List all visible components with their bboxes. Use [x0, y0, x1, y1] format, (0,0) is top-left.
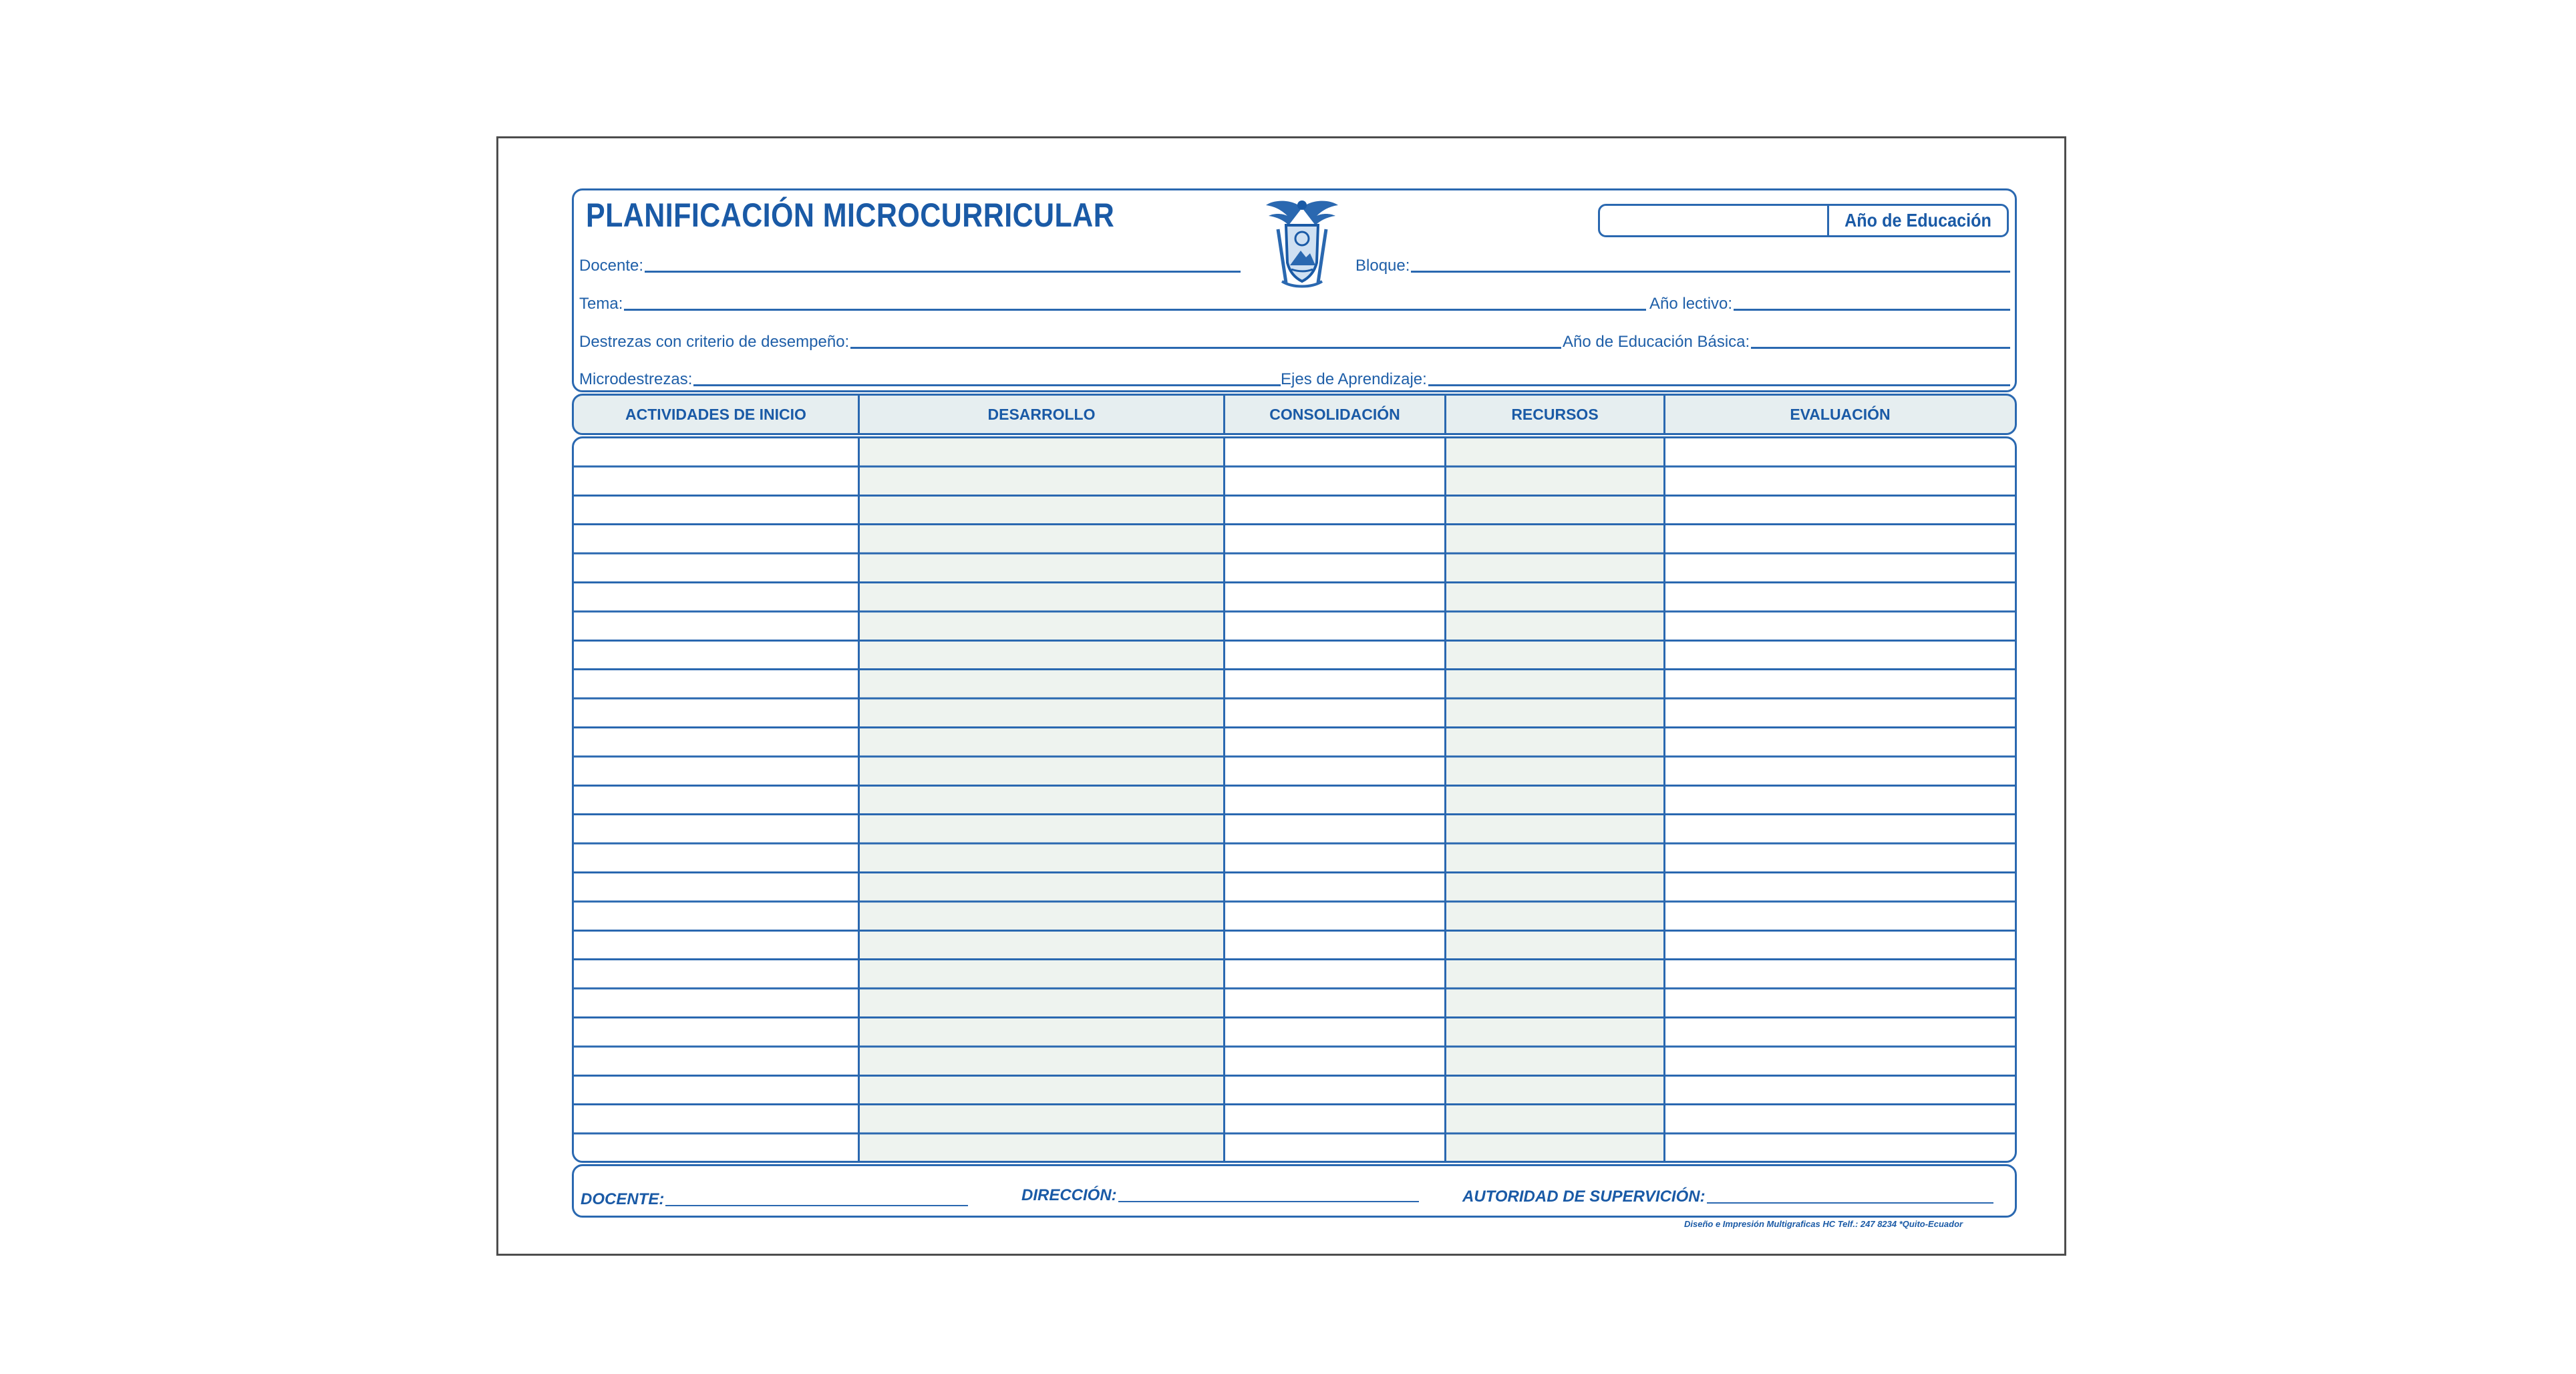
signature-autoridad[interactable]: [1462, 1177, 1993, 1206]
signature-direccion-label: DIRECCIÓN:: [1021, 1186, 1117, 1204]
signature-docente-label: DOCENTE:: [581, 1190, 665, 1208]
field-ano-lectivo-label: Año lectivo:: [1649, 295, 1733, 313]
field-tema-label: Tema:: [579, 295, 623, 313]
field-ano-educacion-basica[interactable]: [1563, 325, 2010, 352]
signature-autoridad-label: AUTORIDAD DE SUPERVICIÓN:: [1462, 1188, 1706, 1206]
column-header-actividades: ACTIVIDADES DE INICIO: [574, 396, 860, 433]
signature-docente[interactable]: [581, 1180, 968, 1209]
form-header: [572, 188, 2017, 392]
field-ano-educacion-basica-label: Año de Educación Básica:: [1563, 333, 1750, 351]
printer-credit: Diseño e Impresión Multigraficas HC Telf.: 247 8234 *Quito-Ecuador: [1684, 1219, 1963, 1229]
column-header-desarrollo: DESARROLLO: [860, 396, 1225, 433]
year-of-education-label: Año de Educación: [1844, 210, 1991, 231]
year-of-education-box: [1598, 204, 2009, 237]
column-evaluacion[interactable]: [1665, 438, 2015, 1161]
field-microdestrezas[interactable]: [579, 363, 1281, 390]
field-destrezas[interactable]: [579, 325, 1561, 352]
field-ejes[interactable]: [1281, 363, 2010, 390]
field-tema[interactable]: [579, 287, 1646, 314]
column-desarrollo[interactable]: [860, 438, 1225, 1161]
column-actividades[interactable]: [574, 438, 860, 1161]
field-bloque-label: Bloque:: [1355, 257, 1410, 275]
field-docente-label: Docente:: [579, 257, 644, 275]
signature-footer: [572, 1164, 2017, 1218]
column-header-consolidacion: CONSOLIDACIÓN: [1225, 396, 1446, 433]
table-header: [572, 394, 2017, 435]
column-header-recursos: RECURSOS: [1446, 396, 1665, 433]
form-sheet: [496, 136, 2066, 1256]
planning-table: [572, 436, 2017, 1163]
field-docente[interactable]: [579, 249, 1241, 276]
field-ano-lectivo[interactable]: [1649, 287, 2010, 314]
field-bloque[interactable]: [1355, 249, 2010, 276]
column-consolidacion[interactable]: [1225, 438, 1446, 1161]
column-header-evaluacion: EVALUACIÓN: [1790, 405, 1891, 423]
field-destrezas-label: Destrezas con criterio de desempeño:: [579, 333, 850, 351]
signature-direccion[interactable]: [1021, 1176, 1419, 1205]
field-ejes-label: Ejes de Aprendizaje:: [1281, 370, 1427, 388]
form-title: PLANIFICACIÓN MICROCURRICULAR: [586, 196, 1115, 234]
column-recursos[interactable]: [1446, 438, 1665, 1161]
field-microdestrezas-label: Microdestrezas:: [579, 370, 693, 388]
ecuador-coat-of-arms-icon: [1262, 196, 1342, 289]
